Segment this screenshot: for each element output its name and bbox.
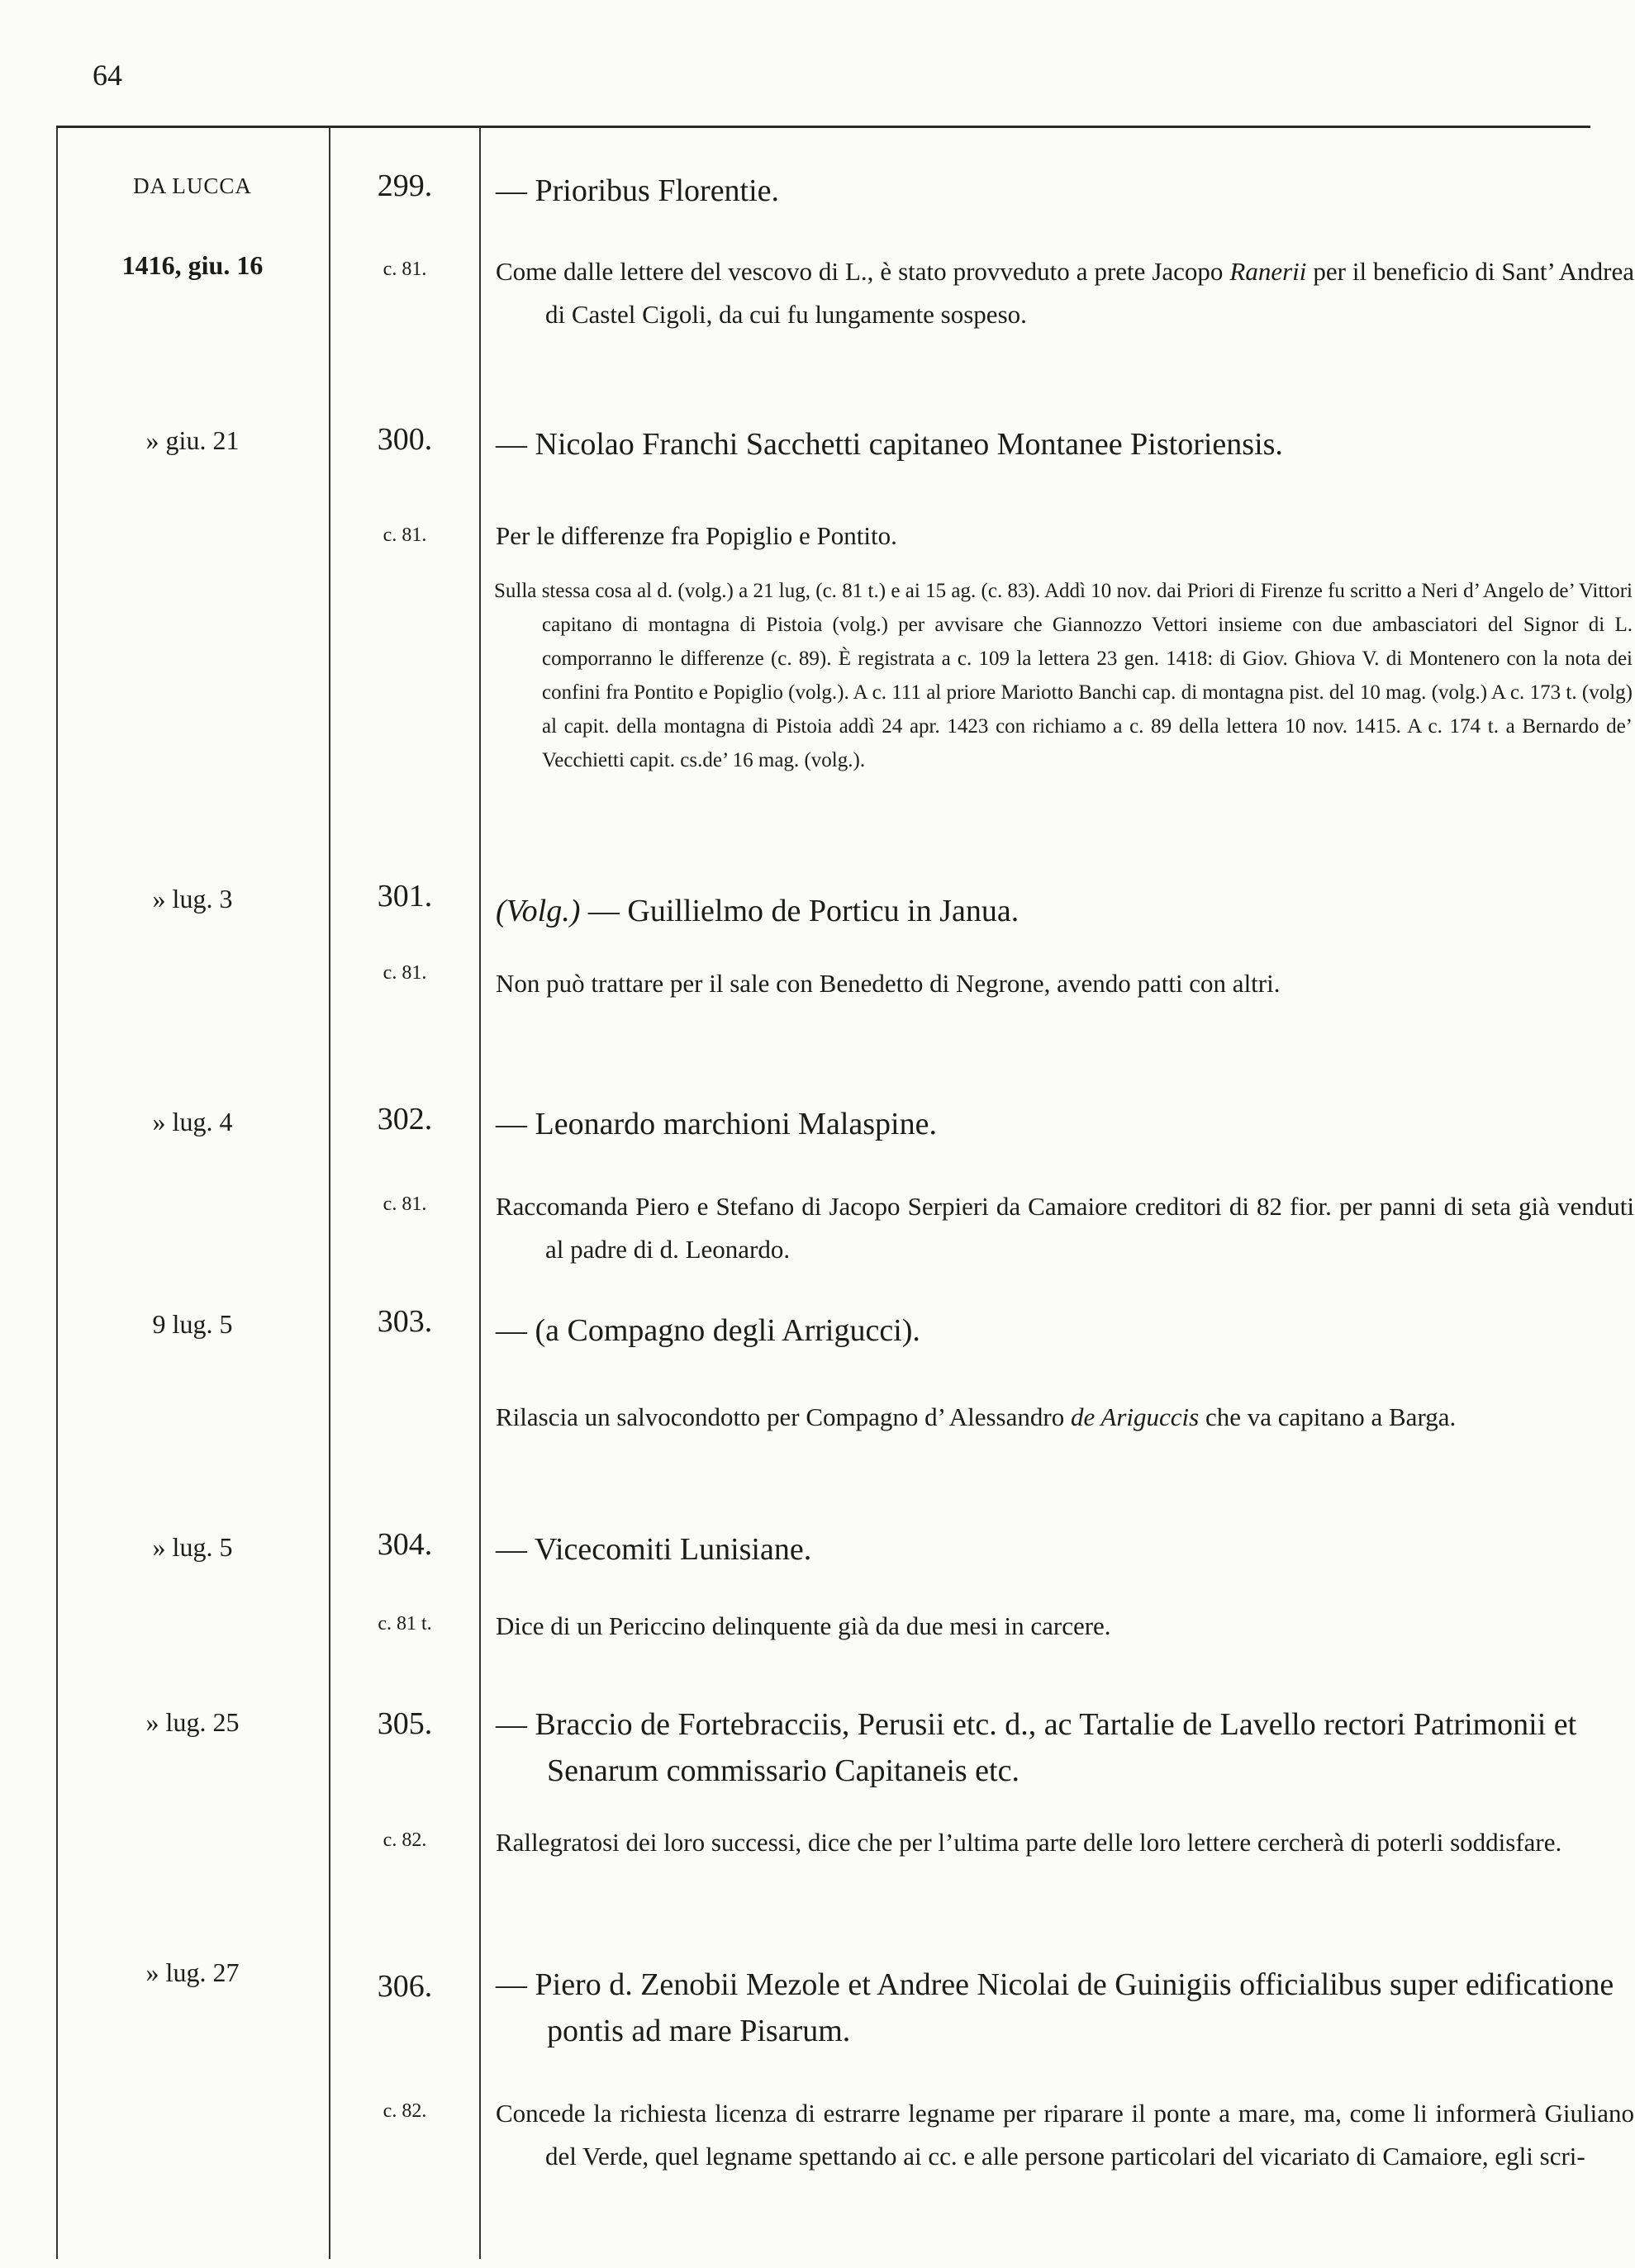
entry-addressee: — Prioribus Florentie.	[496, 173, 780, 208]
page-number: 64	[93, 59, 122, 92]
entry-note: Sulla stessa cosa al d. (volg.) a 21 lug, (c. 81 t.) e ai 15 ag. (c. 83). Addì 10 nov. dai Priori di Firenze fu scritto a Neri d’ Angelo de’ Vittori capitano di montagna di Pistoia (volg.) per avvisare che Giannozzo Vettori insieme con due ambasciatori del Signor di L. comporranno le differenze (c. 89). È registrata a c. 109 la lettera 23 gen. 1418: di Giov. Ghiova V. di Montenero con la nota dei confini fra Pontito e Popiglio (volg.). A c. 111 al priore Mariotto Banchi cap. di montagna pist. del 10 mag. (volg.) A c. 173 t. (volg) al capit. della montagna di Pistoia addì 24 apr. 1423 con richiamo a c. 89 della lettera 10 nov. 1415. A c. 174 t. a Bernardo de’ Vecchietti capit. cs.de’ 16 mag. (volg.).	[494, 580, 1633, 771]
entry-date: 1416, giu. 16	[121, 250, 264, 280]
entry-addressee: — Leonardo marchioni Malaspine.	[496, 1107, 937, 1141]
entry-date: » lug. 25	[145, 1707, 240, 1737]
entry-summary: Per le differenze fra Popiglio e Pontito.	[496, 521, 897, 550]
entry-date: » lug. 5	[152, 1532, 233, 1562]
entry-number: 300.	[377, 422, 433, 457]
entry-folio: c. 81.	[383, 259, 427, 280]
entry-date: » giu. 21	[145, 425, 240, 455]
entry-folio: c. 81.	[383, 1193, 427, 1215]
place-header: DA LUCCA	[133, 173, 252, 198]
register-table	[56, 126, 1634, 2259]
entry-addressee: — Nicolao Franchi Sacchetti capitaneo Montanee Pistoriensis.	[496, 427, 1283, 462]
entry-folio: c. 82.	[383, 1829, 427, 1851]
entry-folio: c. 81.	[383, 524, 427, 546]
summary-text: Rilascia un salvocondotto per Compagno d’ Alessandro	[496, 1402, 1071, 1431]
entry-summary	[496, 1396, 1634, 1439]
entry-summary: Dice di un Periccino delinquente già da due mesi in carcere.	[496, 1611, 1111, 1640]
vernacular-marker: (Volg.)	[496, 894, 581, 928]
entry-number: 299.	[377, 168, 433, 203]
entry-summary: Rallegratosi dei loro successi, dice che per l’ultima parte delle loro lettere cercherà di poterli soddisfare.	[496, 1828, 1562, 1857]
entry-date: » lug. 3	[152, 884, 233, 913]
entry-folio: c. 82.	[383, 2100, 427, 2122]
entry-addressee: — (a Compagno degli Arrigucci).	[496, 1313, 920, 1348]
entry-addressee: — Vicecomiti Lunisiane.	[496, 1532, 812, 1567]
entry-summary: Raccomanda Piero e Stefano di Jacopo Serpieri da Camaiore creditori di 82 fior. per panni di seta già venduti al padre di d. Leonardo.	[496, 1192, 1634, 1264]
entry-date: 9 lug. 5	[152, 1309, 233, 1339]
summary-text: che va capitano a Barga.	[1199, 1402, 1457, 1431]
entry-addressee	[496, 888, 1629, 934]
entry-summary: Non può trattare per il sale con Benedetto di Negrone, avendo patti con altri.	[496, 969, 1281, 998]
entry-date: » lug. 27	[145, 1957, 240, 1987]
entry-folio: c. 81.	[383, 962, 427, 984]
entry-number: 306.	[377, 1969, 433, 2004]
entry-addressee: — Braccio de Fortebracciis, Perusii etc. d., ac Tartalie de Lavello rectori Patrimonii et Senarum commissario Capitaneis etc.	[496, 1707, 1577, 1788]
entry-addressee: — Piero d. Zenobii Mezole et Andree Nicolai de Guinigiis officialibus super edificatione pontis ad mare Pisarum.	[496, 1967, 1614, 2048]
summary-text: Come dalle lettere del vescovo di L., è stato provveduto a prete Jacopo	[496, 257, 1230, 286]
entry-date: » lug. 4	[152, 1107, 233, 1136]
entry-number: 305.	[377, 1706, 433, 1741]
column-rule-left	[56, 128, 58, 2259]
entry-number: 302.	[377, 1102, 433, 1136]
entry-number: 303.	[377, 1304, 433, 1339]
entry-number: 304.	[377, 1527, 433, 1562]
summary-italic-name: Ranerii	[1229, 257, 1307, 286]
summary-text: per il beneficio di Sant’ Andrea di Castel Cigoli, da cui fu lungamente sospeso.	[545, 257, 1634, 329]
addressee-text: — Guillielmo de Porticu in Janua.	[580, 894, 1019, 928]
entry-number: 301.	[377, 879, 433, 913]
summary-italic-name: de Ariguccis	[1070, 1402, 1200, 1431]
column-rule-number	[479, 128, 481, 2259]
entry-folio: c. 81 t.	[378, 1613, 432, 1635]
entry-summary	[496, 250, 1634, 336]
entry-summary: Concede la richiesta licenza di estrarre legname per riparare il ponte a mare, ma, come li informerà Giuliano del Verde, quel legname spettando ai cc. e alle persone particolari del vicariato di Camaiore, egli scri-	[496, 2099, 1634, 2171]
